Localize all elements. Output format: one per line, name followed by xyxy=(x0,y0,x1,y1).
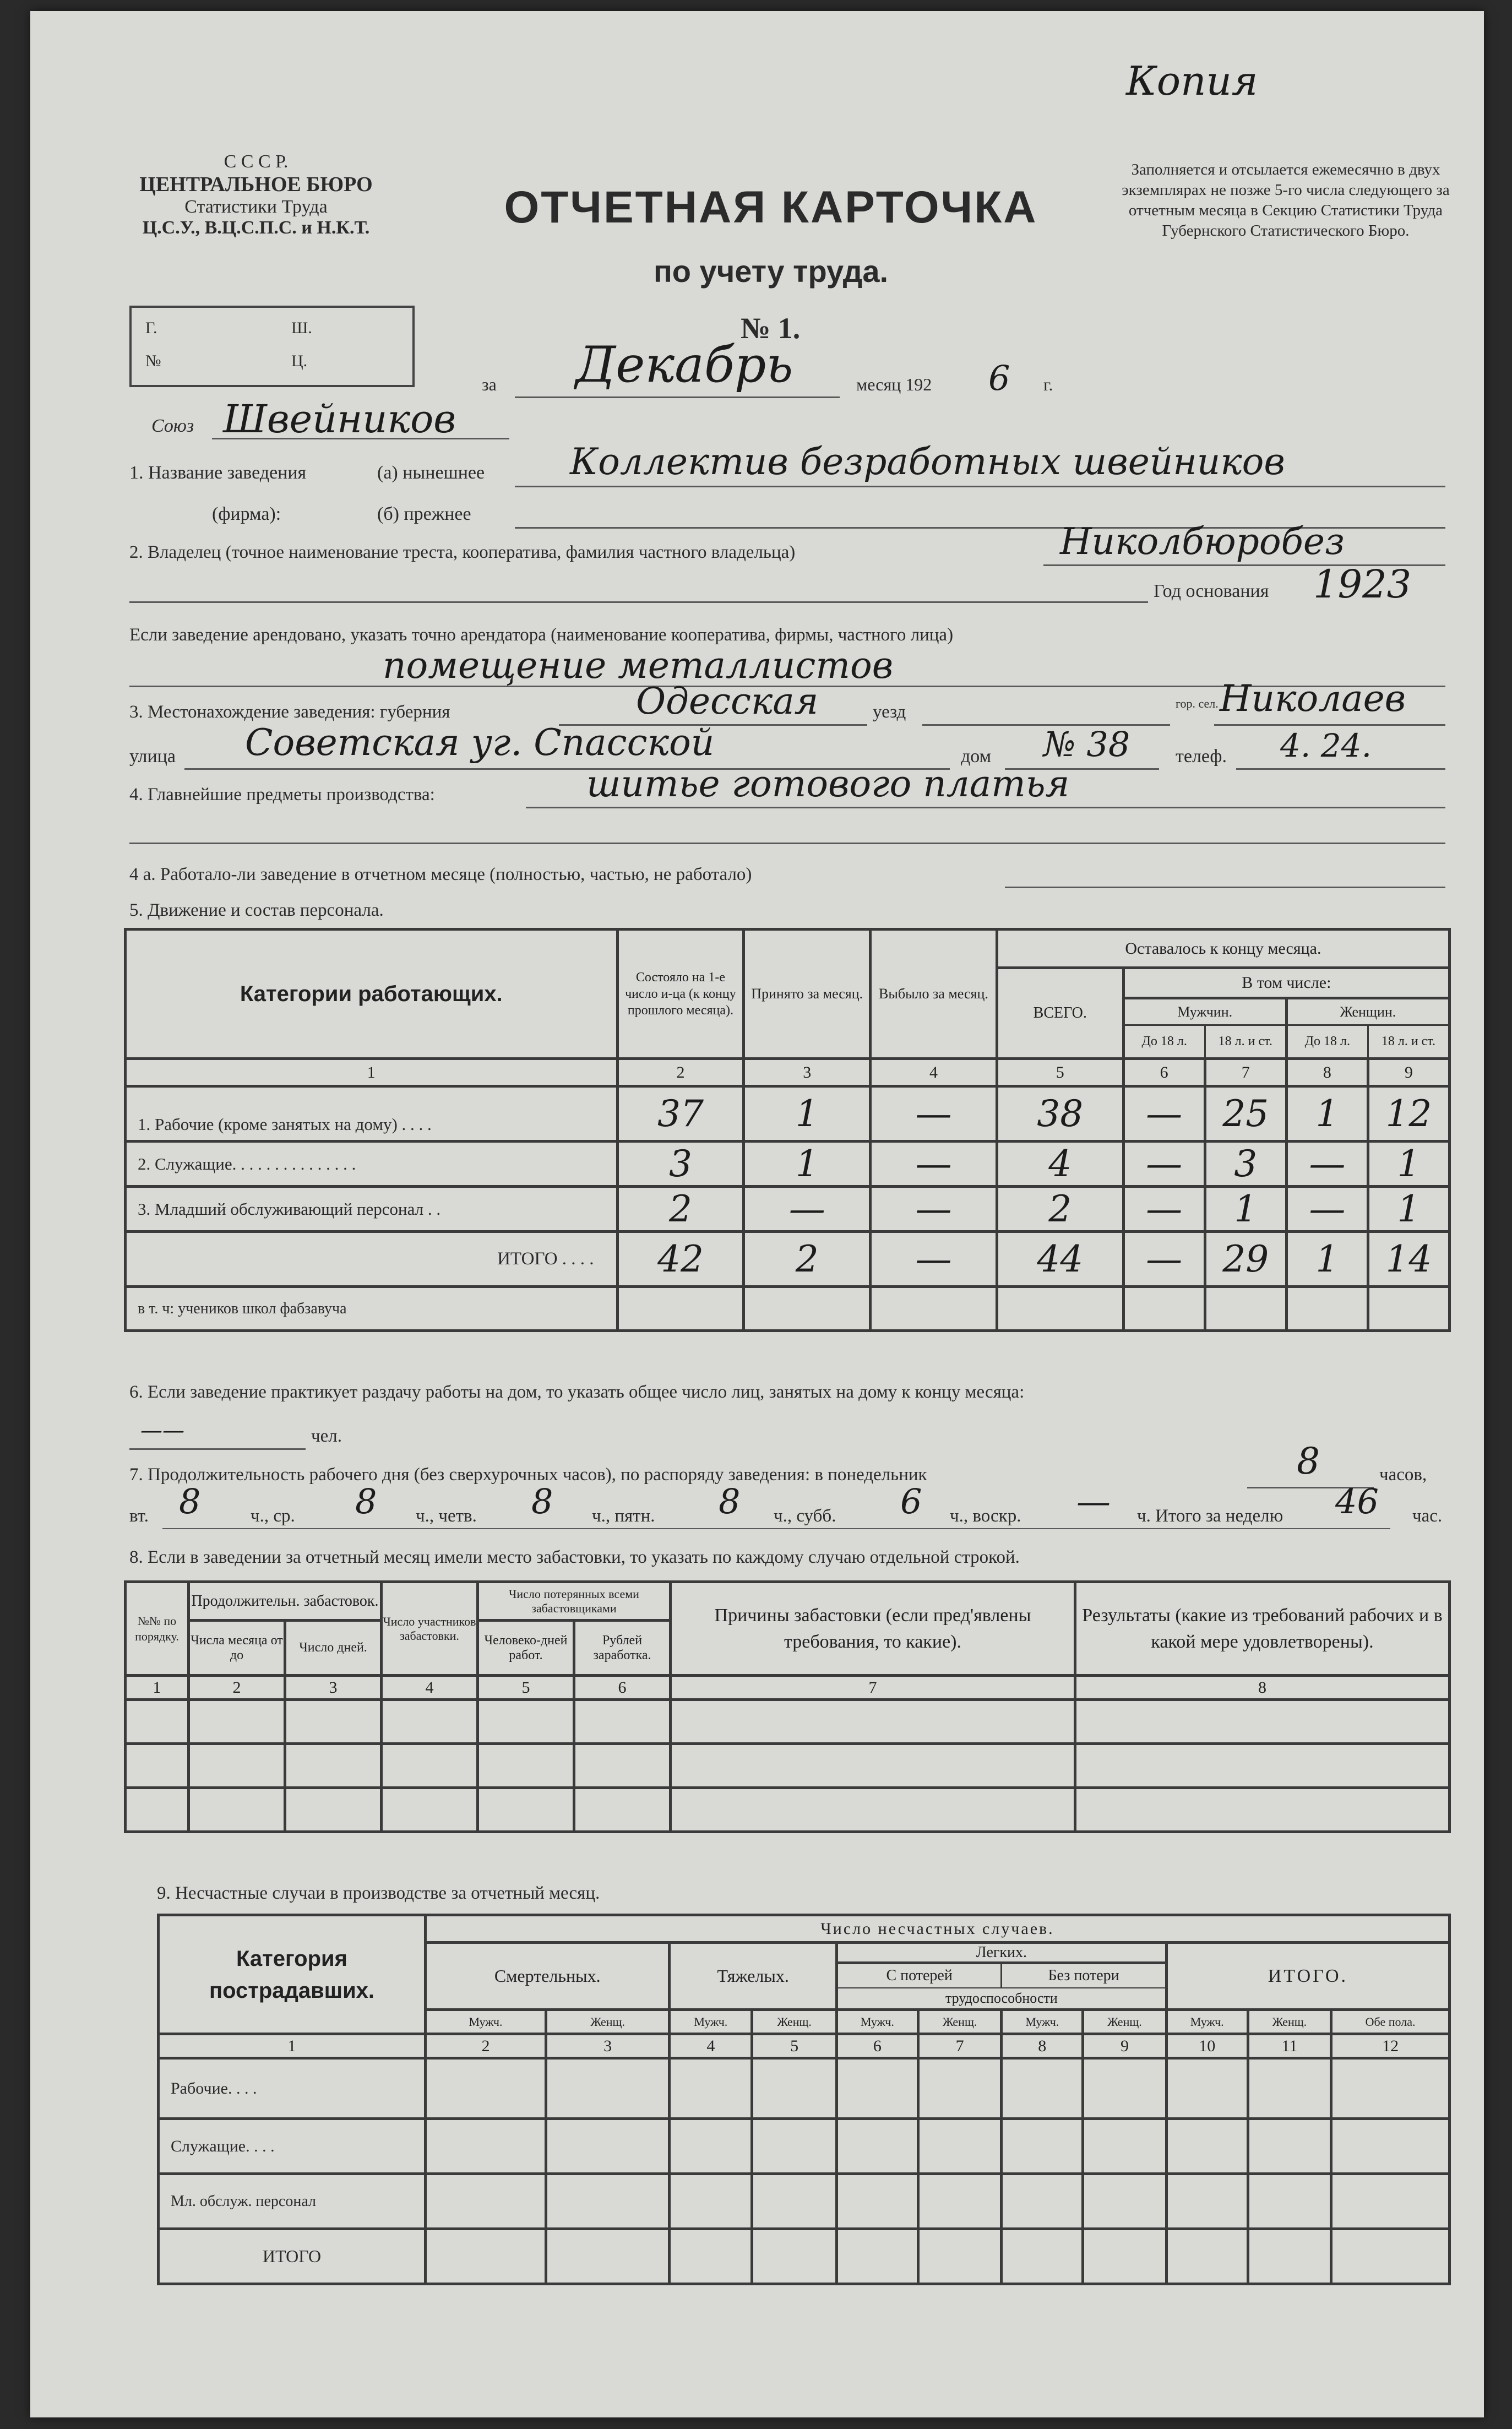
acc-col-noloss: Без потери xyxy=(1048,1967,1119,1984)
col-men-u18: До 18 л. xyxy=(1125,1026,1206,1057)
colnum: 7 xyxy=(1205,1059,1286,1086)
field4-value: шитье готового платья xyxy=(586,763,1070,805)
cell-value: 29 xyxy=(1205,1232,1286,1287)
cell-value: 12 xyxy=(1368,1086,1449,1142)
field6-label: 6. Если заведение практикует раздачу работы на дом, то указать общее число лиц, занятых на дому к концу месяца: xyxy=(129,1382,1025,1402)
field7-sat: 6 xyxy=(900,1481,922,1521)
table-row xyxy=(159,2058,1450,2119)
colnum: 3 xyxy=(546,2034,669,2058)
acc-col-workability: трудоспособности xyxy=(945,1990,1058,2006)
copy-stamp: Копия xyxy=(1126,58,1258,104)
row-label: Служащие. . . . xyxy=(159,2119,426,2174)
table-row xyxy=(126,1287,1450,1331)
col-start-header: Состояло на 1-е число и-ца (к концу прошлого месяца). xyxy=(617,930,744,1059)
cell-value: — xyxy=(1286,1142,1368,1187)
colnum: 10 xyxy=(1166,2034,1248,2058)
colnum: 8 xyxy=(1075,1676,1450,1700)
field9-label: 9. Несчастные случаи в производстве за отчетный месяц. xyxy=(157,1883,600,1903)
period-year-end: г. xyxy=(1043,374,1053,394)
period-year-prefix: месяц 192 xyxy=(856,374,932,394)
col-incl-header: В том числе: xyxy=(1123,968,1449,998)
field7-wed-label: ч., ср. xyxy=(251,1506,295,1526)
colnum: 7 xyxy=(671,1676,1075,1700)
cell-value: 1 xyxy=(1286,1086,1368,1142)
field1b-label: (б) прежнее xyxy=(377,504,471,524)
field3-gor-label: гор. сел. xyxy=(1176,697,1219,710)
field5-label: 5. Движение и состав персонала. xyxy=(129,900,384,920)
field7-sat-label: ч., субб. xyxy=(774,1506,836,1526)
row-label: Рабочие. . . . xyxy=(159,2058,426,2119)
col-women-header: Женщин. xyxy=(1288,999,1448,1026)
table-row xyxy=(126,1187,1450,1232)
colnum: 12 xyxy=(1331,2034,1450,2058)
field6-unit: чел. xyxy=(311,1426,342,1446)
header-orgs: Ц.С.У., В.Ц.С.П.С. и Н.К.Т. xyxy=(142,218,370,238)
lease-label: Если заведение арендовано, указать точно арендатора (наименование кооператива, фирмы, частного лица) xyxy=(129,625,954,645)
cell-value: — xyxy=(871,1187,997,1232)
acc-sub-w: Женщ. xyxy=(918,2010,1002,2034)
cell-value: 3 xyxy=(1205,1142,1286,1187)
period-prefix: за xyxy=(482,374,497,394)
acc-sub-w: Женщ. xyxy=(752,2010,837,2034)
field7-fri: 8 xyxy=(719,1481,741,1521)
table-row xyxy=(159,2174,1450,2229)
cell-value: — xyxy=(871,1232,997,1287)
house-value: № 38 xyxy=(1043,724,1130,764)
personnel-table xyxy=(124,928,1451,1332)
colnum: 5 xyxy=(478,1676,574,1700)
cell-value: — xyxy=(1123,1086,1205,1142)
header-bureau: ЦЕНТРАЛЬНОЕ БЮРО xyxy=(139,173,373,196)
report-card-sheet xyxy=(30,11,1484,2417)
house-label: дом xyxy=(961,746,992,767)
header-left xyxy=(102,151,410,238)
strike-col-lost: Число потерянных всеми забастовщиками xyxy=(478,1582,671,1621)
col-hired-header: Принято за месяц. xyxy=(744,930,871,1059)
acc-sub-m: Мужч. xyxy=(670,2010,752,2034)
lease-value: помещение металлистов xyxy=(383,644,894,687)
acc-sub-m: Мужч. xyxy=(836,2010,918,2034)
col-total-header: ВСЕГО. xyxy=(997,968,1123,1059)
column-number-row xyxy=(126,1676,1450,1700)
street-label: улица xyxy=(129,746,176,767)
table-row xyxy=(159,2119,1450,2174)
colnum: 9 xyxy=(1368,1059,1449,1086)
field6-value: —— xyxy=(140,1418,184,1443)
acc-col-loss: С потерей xyxy=(838,1964,1002,1987)
table-row xyxy=(126,1744,1450,1788)
page-subtitle: по учету труда. xyxy=(653,254,889,289)
page-title: ОТЧЕТНАЯ КАРТОЧКА xyxy=(504,182,1038,232)
table-row xyxy=(126,1142,1450,1187)
cell-value: 2 xyxy=(744,1232,871,1287)
acc-col-light: Легких. xyxy=(836,1943,1166,1963)
colnum: 1 xyxy=(159,2034,426,2058)
row-label: в т. ч: учеников школ фабзавуча xyxy=(126,1287,618,1331)
colnum: 6 xyxy=(836,2034,918,2058)
field3-label: 3. Местонахождение заведения: губерния xyxy=(129,702,450,722)
header-ussr: С С С Р. xyxy=(224,151,289,172)
col-remaining-header: Оставалось к концу месяца. xyxy=(997,930,1449,968)
instruction-note: Заполняется и отсылается ежемесячно в двух экземплярах не позже 5-го числа следующего за отчетным месяца в Секцию Статистики Труда Губернского Статистического Бюро. xyxy=(1122,161,1450,240)
colnum: 1 xyxy=(126,1676,189,1700)
cell-value: 42 xyxy=(617,1232,744,1287)
cell-value: 3 xyxy=(617,1142,744,1187)
strike-col-duration: Продолжительн. забастовок. xyxy=(189,1582,382,1621)
field8-label: 8. Если в заведении за отчетный месяц имели место забастовки, то указать по каждому случаю отдельной строкой. xyxy=(129,1547,1020,1567)
field3-city: Николаев xyxy=(1220,677,1406,720)
acc-col-total: ИТОГО. xyxy=(1166,1943,1449,2010)
colnum: 11 xyxy=(1248,2034,1331,2058)
cell-value: 1 xyxy=(744,1086,871,1142)
year-value: 1923 xyxy=(1313,562,1412,607)
cell-value: — xyxy=(1123,1232,1205,1287)
cell-value: 38 xyxy=(997,1086,1123,1142)
cell-value: 44 xyxy=(997,1232,1123,1287)
field4a-label: 4 а. Работало-ли заведение в отчетном месяце (полностью, частью, не работало) xyxy=(129,865,752,884)
colnum: 5 xyxy=(752,2034,837,2058)
strike-col-dates: Числа месяца от до xyxy=(189,1621,285,1676)
field7-sun: — xyxy=(1076,1481,1111,1521)
phone-value: 4. 24. xyxy=(1280,727,1372,764)
cell-value: 2 xyxy=(997,1187,1123,1232)
cell-value: 4 xyxy=(997,1142,1123,1187)
field7-week-label: ч. Итого за неделю xyxy=(1137,1506,1283,1526)
colnum: 4 xyxy=(382,1676,478,1700)
period-year-digit: 6 xyxy=(988,358,1010,398)
field7-tue-label: вт. xyxy=(129,1506,149,1526)
colnum: 7 xyxy=(918,2034,1002,2058)
acc-col-fatal: Смертельных. xyxy=(426,1943,670,2010)
box-sh: Ш. xyxy=(291,319,312,337)
field1-firm-label: (фирма): xyxy=(212,504,281,524)
field7-wed: 8 xyxy=(355,1481,377,1521)
union-label: Союз xyxy=(151,416,194,436)
acc-sub-w: Женщ. xyxy=(1248,2010,1331,2034)
colnum: 1 xyxy=(126,1059,618,1086)
acc-sub-m: Мужч. xyxy=(426,2010,546,2034)
column-number-row xyxy=(159,2034,1450,2058)
cell-value: — xyxy=(871,1086,997,1142)
acc-sub-w: Женщ. xyxy=(546,2010,669,2034)
table-row xyxy=(126,1700,1450,1744)
registration-box xyxy=(129,306,415,387)
cell-value: — xyxy=(1123,1187,1205,1232)
colnum: 9 xyxy=(1083,2034,1167,2058)
cell-value: 37 xyxy=(617,1086,744,1142)
cell-value: 1 xyxy=(1368,1187,1449,1232)
street-value: Советская уг. Спасской xyxy=(245,721,715,764)
strike-col-days: Число дней. xyxy=(285,1621,382,1676)
field7-week: 46 xyxy=(1335,1481,1379,1521)
colnum: 6 xyxy=(574,1676,671,1700)
field7-thu-label: ч., четв. xyxy=(416,1506,477,1526)
women-group xyxy=(1286,998,1449,1059)
year-label: Год основания xyxy=(1154,581,1269,601)
row-label: 2. Служащие. . . . . . . . . . . . . . . xyxy=(126,1142,618,1187)
field4-label: 4. Главнейшие предметы производства: xyxy=(129,785,435,805)
col-women-u18: До 18 л. xyxy=(1288,1026,1369,1057)
field3-gub: Одесская xyxy=(636,680,819,722)
cell-value: — xyxy=(1286,1187,1368,1232)
box-g: Г. xyxy=(145,319,157,337)
colnum: 6 xyxy=(1123,1059,1205,1086)
field2-label: 2. Владелец (точное наименование треста, кооператива, фамилия частного владельца) xyxy=(129,542,796,562)
field7-hours: часов, xyxy=(1379,1465,1427,1485)
strike-col-results: Результаты (какие из требований рабочих и в какой мере удовлетворены). xyxy=(1075,1582,1450,1676)
men-group xyxy=(1123,998,1286,1059)
field7-sun-label: ч., воскр. xyxy=(950,1506,1021,1526)
cell-value: — xyxy=(1123,1142,1205,1187)
colnum: 2 xyxy=(426,2034,546,2058)
strike-col-participants: Число участников забастовки. xyxy=(382,1582,478,1676)
colnum: 8 xyxy=(1286,1059,1368,1086)
period-month: Декабрь xyxy=(575,336,793,394)
header-stat: Статистики Труда xyxy=(184,197,328,217)
cell-value: 2 xyxy=(617,1187,744,1232)
strike-col-causes: Причины забастовки (если пред'явлены требования, то какие). xyxy=(671,1582,1075,1676)
strikes-table xyxy=(124,1580,1451,1833)
acc-sub-m: Мужч. xyxy=(1002,2010,1083,2034)
table-row-total xyxy=(159,2229,1450,2284)
cell-value: 1 xyxy=(1368,1142,1449,1187)
acc-sub-m: Мужч. xyxy=(1166,2010,1248,2034)
cell-value: 1 xyxy=(744,1142,871,1187)
field3-uezd-label: уезд xyxy=(873,702,906,722)
row-label: 3. Младший обслуживающий персонал . . xyxy=(126,1187,618,1232)
box-ts: Ц. xyxy=(291,352,308,370)
colnum: 3 xyxy=(285,1676,382,1700)
acc-sub-both: Обе пола. xyxy=(1331,2010,1450,2034)
colnum: 4 xyxy=(871,1059,997,1086)
phone-label: телеф. xyxy=(1176,746,1227,767)
light-group xyxy=(836,1963,1166,2010)
field7-fri-label: ч., пятн. xyxy=(592,1506,655,1526)
row-label: Мл. обслуж. персонал xyxy=(159,2174,426,2229)
col-men-o18: 18 л. и ст. xyxy=(1218,1034,1272,1048)
strike-col-no: №№ по порядку. xyxy=(126,1582,189,1676)
cell-value: 25 xyxy=(1205,1086,1286,1142)
acc-sub-w: Женщ. xyxy=(1083,2010,1167,2034)
column-number-row xyxy=(126,1059,1450,1086)
cell-value: — xyxy=(744,1187,871,1232)
colnum: 2 xyxy=(189,1676,285,1700)
field1-label: 1. Название заведения xyxy=(129,463,307,483)
field1a-label: (а) нынешнее xyxy=(377,463,485,483)
card-number: № 1. xyxy=(741,312,801,345)
table-row-total xyxy=(126,1232,1450,1287)
col-men-header: Мужчин. xyxy=(1125,999,1285,1026)
field7-label: 7. Продолжительность рабочего дня (без сверхурочных часов), по распоряду заведения: в понедельник xyxy=(129,1465,927,1485)
acc-col-count: Число несчастных случаев. xyxy=(426,1915,1450,1943)
field7-thu: 8 xyxy=(531,1481,553,1521)
colnum: 2 xyxy=(617,1059,744,1086)
colnum: 3 xyxy=(744,1059,871,1086)
field7-week-unit: час. xyxy=(1412,1506,1443,1526)
union-value: Швейников xyxy=(223,396,456,442)
strike-col-mandays: Человеко-дней работ. xyxy=(478,1621,574,1676)
colnum: 8 xyxy=(1002,2034,1083,2058)
row-label: ИТОГО . . . . xyxy=(126,1232,618,1287)
field1a-value: Коллектив безработных швейников xyxy=(570,441,1285,483)
strike-col-rubles: Рублей заработка. xyxy=(574,1621,671,1676)
accidents-table xyxy=(157,1914,1451,2285)
colnum: 5 xyxy=(997,1059,1123,1086)
row-label: 1. Рабочие (кроме занятых на дому) . . . . xyxy=(126,1086,618,1142)
field7-tue: 8 xyxy=(179,1481,201,1521)
acc-col-heavy: Тяжелых. xyxy=(670,1943,837,2010)
colnum: 4 xyxy=(670,2034,752,2058)
col-left-header: Выбыло за месяц. xyxy=(871,930,997,1059)
cell-value: 1 xyxy=(1205,1187,1286,1232)
field7-mon: 8 xyxy=(1297,1440,1320,1482)
table-row xyxy=(126,1788,1450,1832)
col-category-header: Категории работающих. xyxy=(126,930,618,1059)
table-row xyxy=(126,1086,1450,1142)
row-label: ИТОГО xyxy=(159,2229,426,2284)
col-women-o18: 18 л. и ст. xyxy=(1381,1034,1436,1048)
acc-col-category: Категория пострадавших. xyxy=(159,1915,426,2034)
box-no: № xyxy=(145,352,161,370)
field2-value: Николбюробез xyxy=(1060,520,1345,563)
cell-value: — xyxy=(871,1142,997,1187)
cell-value: 14 xyxy=(1368,1232,1449,1287)
cell-value: 1 xyxy=(1286,1232,1368,1287)
